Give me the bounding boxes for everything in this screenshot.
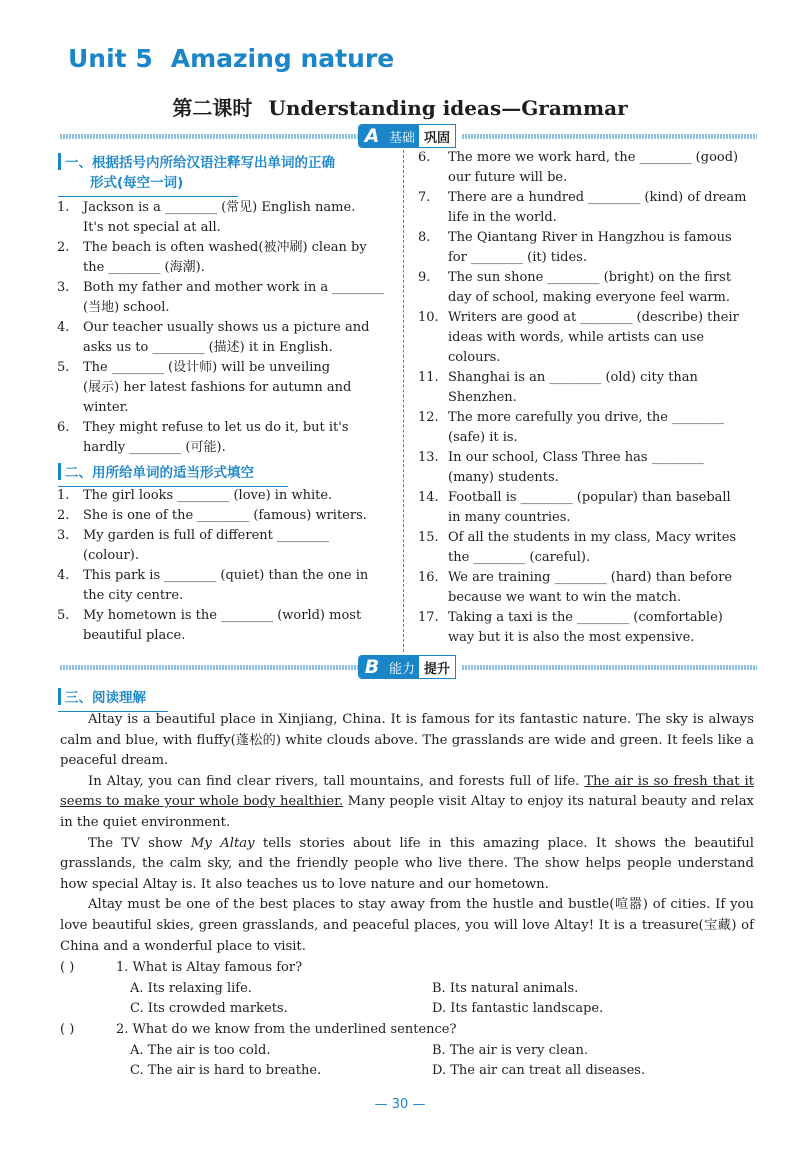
list-item: 6. They might refuse to let us do it, but it's hardly ________ (可能). (57, 420, 349, 455)
list-item: 16. We are training ________ (hard) than before because we want to win the match. (418, 570, 733, 605)
reading-passage (60, 710, 754, 957)
paragraph: In Altay, you can find clear rivers, tall mountains, and forests full of life. The air is so fresh that it seems to make your whole body healthier. Many people visit Altay to enjoy its natural beauty and relax in the quiet environment. (60, 773, 755, 830)
list-item: 11. Shanghai is an ________ (old) city than Shenzhen. (418, 370, 698, 405)
list-item: 17. Taking a taxi is the ________ (comfortable) way but it is also the most expensive. (418, 610, 723, 645)
option-d[interactable]: D. The air can treat all diseases. (432, 1063, 646, 1079)
section2-list-left (57, 486, 368, 646)
list-item: 10. Writers are good at ________ (describe) their ideas with words, while artists can use colours. (418, 310, 739, 365)
banner-b: B 能力 提升 (358, 655, 456, 679)
list-item: 2. She is one of the ________ (famous) writers. (57, 508, 367, 523)
section2-header: 二、用所给单词的适当形式填空 (58, 463, 393, 487)
list-item: 12. The more carefully you drive, the ________ (safe) it is. (418, 410, 725, 445)
section1-list (57, 198, 384, 458)
list-item: 13. In our school, Class Three has ________ (many) students. (418, 450, 704, 485)
list-item: 2. The beach is often washed(被冲刷) clean by the ________ (海潮). (57, 240, 367, 275)
option-c[interactable]: C. Its crowded markets. (130, 1001, 288, 1017)
paragraph: Altay is a beautiful place in Xinjiang, China. It is famous for its fantastic nature. The sky is always calm and blue, with fluffy(蓬松的) white clouds above. The grasslands are wide and green. It feels like a peaceful dream. (60, 712, 754, 769)
list-item: 4. This park is ________ (quiet) than the one in the city centre. (57, 568, 369, 603)
column-divider (403, 150, 404, 652)
list-item: 1. The girl looks ________ (love) in white. (57, 488, 333, 503)
banner-a: A 基础 巩固 (358, 124, 456, 148)
question-1: ( ) 1. What is Altay famous for? A. Its relaxing life. B. Its natural animals. C. Its crowded markets. D. Its fantastic landscape. (60, 958, 754, 1020)
unit-title: Unit 5 Amazing nature (68, 44, 395, 73)
paragraph: The TV show My Altay tells stories about life in this amazing place. It shows the beautiful grasslands, the calm sky, and the friendly people who live there. The show helps people understand how special Altay is. It also teaches us to love nature and our hometown. (60, 835, 754, 892)
list-item: 14. Football is ________ (popular) than baseball in many countries. (418, 490, 731, 525)
list-item: 8. The Qiantang River in Hangzhou is famous for ________ (it) tides. (418, 230, 732, 265)
list-item: 7. There are a hundred ________ (kind) of dream life in the world. (418, 190, 747, 225)
lesson-title: 第二课时 Understanding ideas—Grammar (172, 96, 628, 120)
list-item: 4. Our teacher usually shows us a picture and asks us to ________ (描述) it in English. (57, 320, 370, 355)
option-d[interactable]: D. Its fantastic landscape. (432, 1001, 604, 1017)
section2-list-right (418, 148, 746, 648)
list-item: 9. The sun shone ________ (bright) on the first day of school, making everyone feel warm. (418, 270, 732, 305)
option-b[interactable]: B. Its natural animals. (432, 980, 579, 996)
list-item: 3. My garden is full of different ________ (colour). (57, 528, 330, 563)
list-item: 5. The ________ (设计师) will be unveiling (展示) her latest fashions for autumn and winter. (57, 360, 352, 415)
section3-header: 三、阅读理解 (58, 688, 258, 712)
paragraph: Altay must be one of the best places to stay away from the hustle and bustle(喧嚣) of cities. If you love beautiful skies, green grasslands, and peaceful places, you will love Altay! It is a treasure(宝藏) of China and a wonderful place to visit. (60, 897, 754, 954)
banner-b-left-line (60, 665, 360, 670)
list-item: 6. The more we work hard, the ________ (good) our future will be. (418, 150, 739, 185)
question-2: ( ) 2. What do we know from the underlined sentence? A. The air is too cold. B. The air is very clean. C. The air is hard to breathe. D. The air can treat all diseases. (60, 1020, 754, 1082)
list-item: 15. Of all the students in my class, Macy writes the ________ (careful). (418, 530, 737, 565)
page-number: — 30 — (374, 1097, 426, 1112)
list-item: 5. My hometown is the ________ (world) most beautiful place. (57, 608, 362, 643)
underlined-sentence: The air is so fresh that it seems to make your whole body healthier. (60, 773, 755, 810)
option-b[interactable]: B. The air is very clean. (432, 1042, 589, 1058)
option-c[interactable]: C. The air is hard to breathe. (130, 1063, 322, 1079)
banner-a-right-line (462, 134, 757, 139)
list-item: 1. Jackson is a ________ (常见) English name. It's not special at all. (57, 200, 356, 235)
option-a[interactable]: A. The air is too cold. (130, 1042, 271, 1058)
banner-a-left-line (60, 134, 360, 139)
banner-b-right-line (462, 665, 757, 670)
section1-header: 一、根据括号内所给汉语注释写出单词的正确 形式(每空一词) (58, 153, 393, 197)
option-a[interactable]: A. Its relaxing life. (130, 980, 252, 996)
list-item: 3. Both my father and mother work in a ________ (当地) school. (57, 280, 385, 315)
